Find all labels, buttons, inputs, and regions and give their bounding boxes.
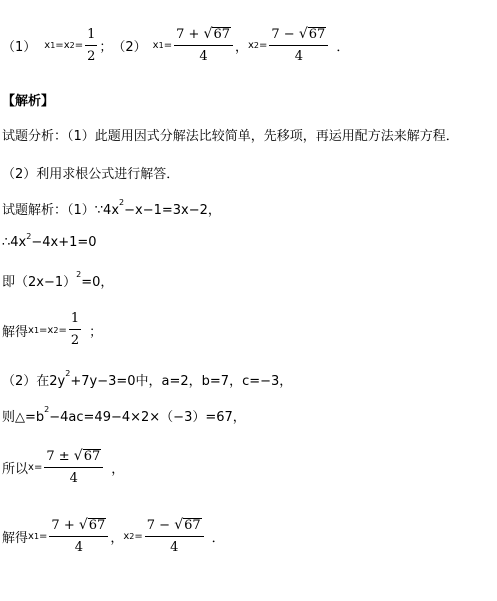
fraction-root-plus: 7 + √ 67 4 <box>49 517 108 556</box>
fraction-root-plus: 7 + √ 67 4 <box>174 26 233 65</box>
fraction-root-plusminus: 7 ± √ 67 4 <box>44 448 103 487</box>
fraction-one-half: $\frac{1}{2}$ <box>87 26 96 64</box>
sqrt-symbol: √ 67 <box>298 26 326 42</box>
solution-step-5: （2）在2y 2 +7y−3=0中，a=2，b=7，c=−3， <box>2 369 293 389</box>
solution-step-6: 则△=b 2 −4ac=49−4×2×（−3）=67， <box>2 405 246 425</box>
part1-label: （1） <box>2 40 37 55</box>
x-variable: x <box>44 40 51 51</box>
answer-line: （1） x 1 = x 2 = $\frac{1}{2}$ ； （2） x 1 = 7 + √ 67 4 ， x 2 = 7 − √ 67 4 ． <box>2 26 350 64</box>
fraction-root-minus: 7 − √ 67 4 <box>269 26 328 65</box>
analysis-line-1: 试题分析：（1）此题用因式分解法比较简单，先移项，再运用配方法来解方程． <box>2 129 459 144</box>
sqrt-symbol: √ 67 <box>73 448 101 464</box>
solution-step-8: 解得 x 1 = 7 + √ 67 4 ， x 2 = 7 − √ 67 4 ． <box>2 517 225 555</box>
solution-step-4: 解得 x 1 = x 2 = $\frac{1}{2}$ ； <box>2 311 103 348</box>
solution-step-1: 试题解析：（1）∵4x 2 −x−1=3x−2， <box>2 198 221 218</box>
sqrt-symbol: √ 67 <box>174 517 201 533</box>
section-heading: 【解析】 <box>2 94 55 109</box>
sqrt-symbol: √ 67 <box>203 26 230 42</box>
solution-step-2: ∴4x 2 −4x+1=0 <box>2 232 97 250</box>
solution-step-3: 即（2x−1） 2 =0， <box>2 270 114 290</box>
sqrt-symbol: √ 67 <box>78 517 106 533</box>
part2-label: （2） <box>112 40 147 55</box>
analysis-line-2: （2）利用求根公式进行解答． <box>2 167 180 182</box>
fraction-root-minus: 7 − √ 67 4 <box>145 517 204 556</box>
fraction-one-half: $\frac{1}{2}$ <box>70 311 80 348</box>
solution-step-7: 所以 x = 7 ± √ 67 4 ， <box>2 448 125 486</box>
